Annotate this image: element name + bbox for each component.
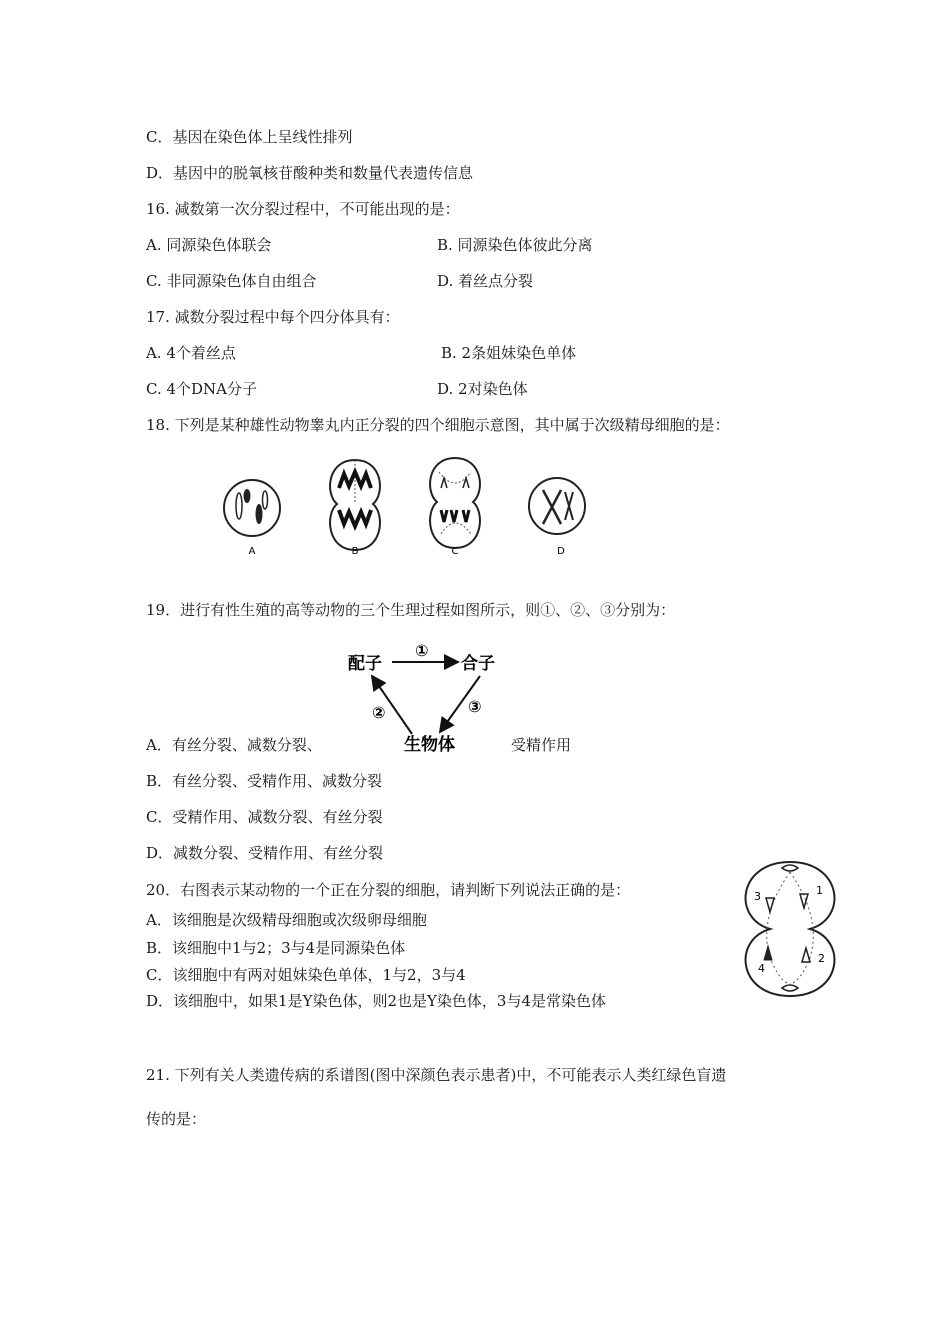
cell-c-label: C: [451, 546, 459, 557]
q17-option-c: C. 4个DNA分子: [146, 380, 258, 398]
cell-d-label: D: [557, 546, 565, 557]
q19-option-a-right: 受精作用: [511, 736, 572, 754]
q20-dividing-cell: [730, 858, 850, 1000]
q18-stem: 18. 下列是某种雄性动物睾丸内正分裂的四个细胞示意图，其中属于次级精母细胞的是：: [146, 416, 730, 434]
q19-stem: 19．进行有性生殖的高等动物的三个生理过程如图所示，则①、②、③分别为：: [146, 601, 676, 619]
node-organism: 生物体: [404, 735, 455, 755]
q16-stem: 16. 减数第一次分裂过程中，不可能出现的是：: [146, 200, 460, 218]
chromosome-2-label: 2: [818, 952, 825, 965]
node-zygote: 合子: [461, 654, 495, 674]
cell-b-figure: [330, 460, 380, 550]
q21-stem-line2: 传的是：: [146, 1110, 207, 1128]
q18-cell-diagrams: [215, 452, 595, 560]
node-gamete: 配子: [348, 654, 382, 674]
q19-option-d: D．减数分裂、受精作用、有丝分裂: [146, 844, 384, 862]
arrow-1-label: ①: [415, 641, 429, 660]
q15-option-d: D．基因中的脱氧核苷酸种类和数量代表遗传信息: [146, 164, 474, 182]
q15-option-c: C．基因在染色体上呈线性排列: [146, 128, 353, 146]
q20-option-d: D．该细胞中，如果1是Y染色体，则2也是Y染色体，3与4是常染色体: [146, 992, 607, 1010]
cell-a-label: A: [248, 546, 256, 557]
q20-option-a: A．该细胞是次级精母细胞或次级卵母细胞: [146, 911, 427, 929]
q17-option-d: D. 2对染色体: [437, 380, 528, 398]
q20-stem: 20．右图表示某动物的一个正在分裂的细胞，请判断下列说法正确的是：: [146, 881, 631, 899]
cell-d-figure: [529, 478, 585, 534]
q16-option-a: A. 同源染色体联会: [146, 236, 272, 254]
q21-stem-line1: 21. 下列有关人类遗传病的系谱图(图中深颜色表示患者)中，不可能表示人类红绿色盲遗: [146, 1066, 727, 1084]
q20-option-c: C．该细胞中有两对姐妹染色单体，1与2，3与4: [146, 966, 466, 984]
cell-c-figure: [430, 458, 480, 548]
arrow-3-label: ③: [468, 697, 482, 716]
q20-option-b: B．该细胞中1与2；3与4是同源染色体: [146, 939, 406, 957]
arrow-2-label: ②: [372, 703, 386, 722]
q17-option-b: B. 2条姐妹染色单体: [441, 344, 577, 362]
q17-stem: 17. 减数分裂过程中每个四分体具有：: [146, 308, 400, 326]
cell-a-figure: [224, 480, 280, 536]
q16-option-c: C. 非同源染色体自由组合: [146, 272, 317, 290]
q17-option-a: A. 4个着丝点: [146, 344, 236, 362]
q19-option-b: B．有丝分裂、受精作用、减数分裂: [146, 772, 383, 790]
q16-option-d: D. 着丝点分裂: [437, 272, 534, 290]
chromosome-1-label: 1: [816, 884, 823, 897]
q19-option-a-left: A．有丝分裂、减数分裂、: [146, 736, 322, 754]
chromosome-4-label: 4: [758, 962, 765, 975]
cell-b-label: B: [351, 546, 359, 557]
q19-cycle-diagram: [340, 636, 512, 760]
q16-option-b: B. 同源染色体彼此分离: [437, 236, 593, 254]
chromosome-3-label: 3: [754, 890, 761, 903]
q19-option-c: C．受精作用、减数分裂、有丝分裂: [146, 808, 383, 826]
